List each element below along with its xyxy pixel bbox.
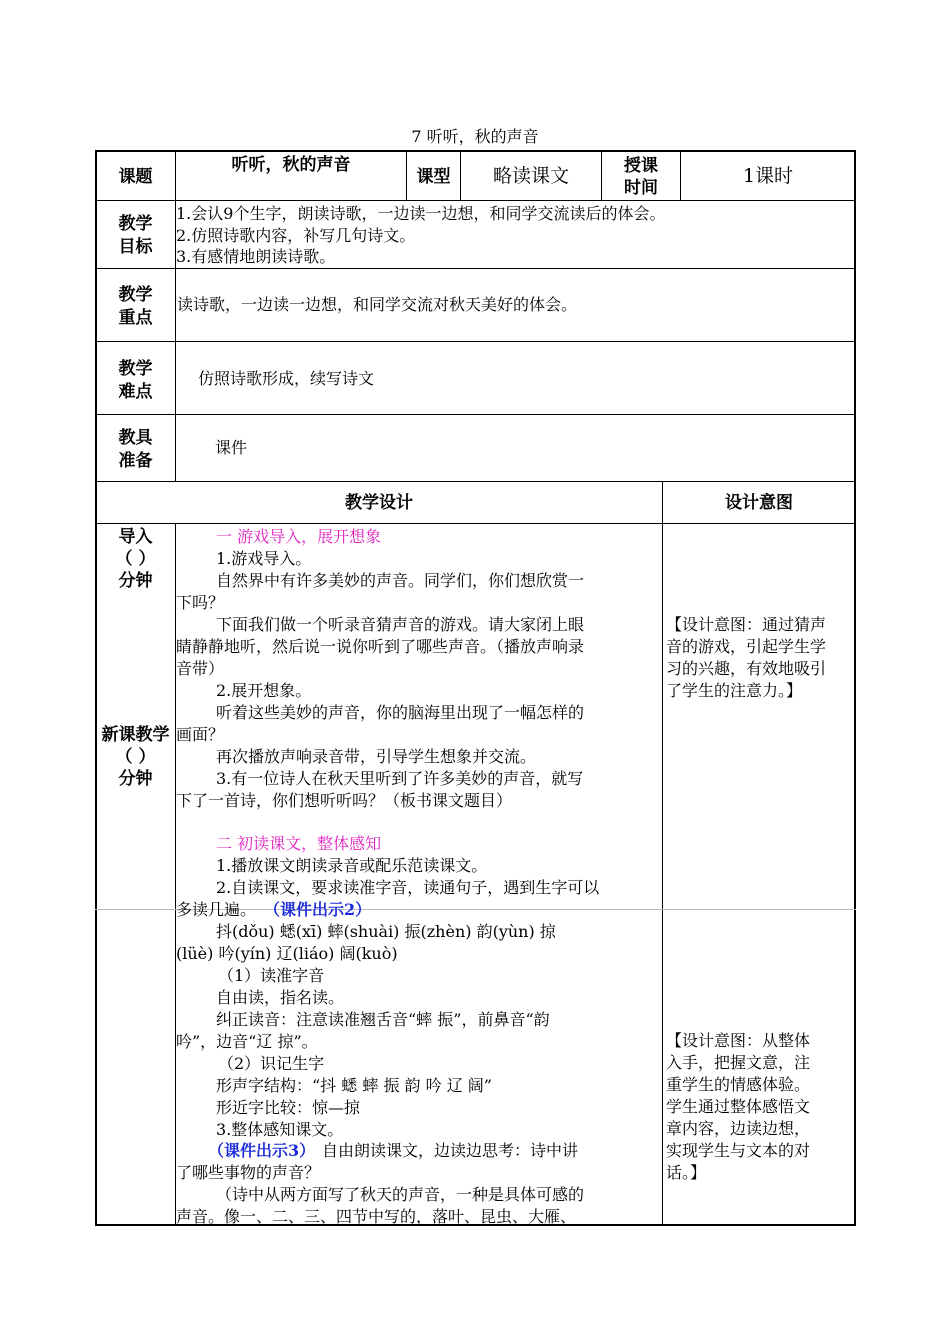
intro-label: 导入 <box>118 527 153 547</box>
intent-line: 重学生的情感体验。 <box>666 1075 811 1094</box>
paragraph: 听着这些美妙的声音，你的脑海里出现了一幅怎样的 <box>216 703 585 722</box>
row-divider <box>95 200 856 201</box>
paragraph: 吟”，边音“辽 掠”。 <box>176 1032 318 1051</box>
goals-label-1: 教学 <box>118 214 153 234</box>
goal-item: 1.会认9个生字，朗读诗歌，一边读一边想，和同学交流读后的体会。 <box>176 204 666 223</box>
row-divider <box>95 414 856 415</box>
paragraph: 下面我们做一个听录音猜声音的游戏。请大家闭上眼 <box>216 615 585 634</box>
intent-line: 章内容，边读边想， <box>666 1119 811 1138</box>
new-lesson-label: 新课教学 <box>101 725 170 745</box>
paragraph: 睛静静地听，然后说一说你听到了哪些声音。（播放声响录 <box>176 637 585 656</box>
goal-item: 3.有感情地朗读诗歌。 <box>176 247 336 266</box>
focus-label-1: 教学 <box>118 285 153 305</box>
type-label: 课型 <box>416 167 451 187</box>
paragraph: 下了一首诗，你们想听听吗？（板书课文题目） <box>176 791 513 810</box>
intent-line: 了学生的注意力。】 <box>666 681 803 700</box>
new-lesson-minutes-blank: （ ） <box>115 747 156 767</box>
courseware-tag: （课件出示2） <box>264 900 372 919</box>
pinyin-line: 抖(dǒu) 蟋(xī) 蟀(shuài) 振(zhèn) 韵(yùn) 掠 <box>216 922 556 941</box>
difficulty-label-2: 难点 <box>118 382 153 402</box>
paragraph: 3.整体感知课文。 <box>216 1120 344 1139</box>
col-divider <box>175 523 176 1226</box>
paragraph: 形声字结构：“抖 蟋 蟀 振 韵 吟 辽 阔” <box>216 1076 492 1095</box>
tools-label-1: 教具 <box>118 428 153 448</box>
difficulty-text: 仿照诗歌形成，续写诗文 <box>198 369 375 388</box>
intent-line: 【设计意图：通过猜声 <box>666 615 827 634</box>
paragraph: 纠正读音：注意读准翘舌音“蟀 振”，前鼻音“韵 <box>216 1010 550 1029</box>
intent-line: 习的兴趣，有效地吸引 <box>666 659 827 678</box>
paragraph: 1.播放课文朗读录音或配乐范读课文。 <box>216 856 488 875</box>
pinyin-line: (lüè) 吟(yín) 辽(liáo) 阔(kuò) <box>176 944 398 963</box>
section-2-title: 二 初读课文，整体感知 <box>216 834 382 853</box>
row-divider <box>95 268 856 269</box>
focus-text: 读诗歌，一边读一边想，和同学交流对秋天美好的体会。 <box>177 295 578 314</box>
new-lesson-minutes-label: 分钟 <box>118 769 153 789</box>
intent-line: 话。】 <box>666 1163 707 1182</box>
paragraph: 下吗？ <box>176 593 225 612</box>
intent-line: 入手，把握文意，注 <box>666 1053 811 1072</box>
paragraph: （诗中从两方面写了秋天的声音，一种是具体可感的 <box>216 1185 585 1204</box>
courseware-tag: （课件出示3） <box>208 1141 316 1160</box>
paragraph: 音带） <box>176 659 225 678</box>
topic-value: 听听，秋的声音 <box>231 155 351 175</box>
focus-label-2: 重点 <box>118 308 153 328</box>
paragraph: 2.自读课文，要求读准字音，读通句子，遇到生字可以 <box>216 878 600 897</box>
row-divider <box>95 341 856 342</box>
time-value: 1课时 <box>742 165 794 187</box>
paragraph: 声音。像一、二、三、四节中写的，落叶、昆虫、大雁、 <box>176 1207 577 1226</box>
row-divider <box>95 523 856 524</box>
design-header: 教学设计 <box>345 493 413 513</box>
intro-minutes-blank: （ ） <box>115 549 156 569</box>
intent-header: 设计意图 <box>725 493 793 513</box>
type-value: 略读课文 <box>492 165 569 187</box>
paragraph: 自由读，指名读。 <box>216 988 345 1007</box>
topic-label: 课题 <box>118 167 153 187</box>
goal-item: 2.仿照诗歌内容，补写几句诗文。 <box>176 226 416 245</box>
paragraph: 1.游戏导入。 <box>216 549 312 568</box>
paragraph: 自然界中有许多美妙的声音。同学们，你们想欣赏一 <box>216 571 585 590</box>
tools-label-2: 准备 <box>118 451 153 471</box>
intent-line: 实现学生与文本的对 <box>666 1141 811 1160</box>
section-1-title: 一 游戏导入，展开想象 <box>216 527 382 546</box>
paragraph: （1）读准字音 <box>218 966 325 985</box>
paragraph: 自由朗读课文，边读边思考：诗中讲 <box>322 1141 579 1160</box>
time-label-2: 时间 <box>624 178 658 198</box>
paragraph: 形近字比较：惊—掠 <box>216 1098 361 1117</box>
intent-line: 学生通过整体感悟文 <box>666 1097 811 1116</box>
intro-minutes-label: 分钟 <box>118 571 153 591</box>
intent-line: 音的游戏，引起学生学 <box>666 637 827 656</box>
col-divider <box>662 481 663 1226</box>
difficulty-label-1: 教学 <box>118 359 153 379</box>
paragraph: （2）识记生字 <box>218 1054 325 1073</box>
paragraph: 了哪些事物的声音？ <box>176 1163 321 1182</box>
paragraph: 多读几遍。 <box>176 900 257 919</box>
goals-label-2: 目标 <box>118 237 153 257</box>
paragraph: 2.展开想象。 <box>216 681 312 700</box>
col-divider <box>175 150 176 481</box>
tools-text: 课件 <box>215 438 248 457</box>
document-title: 7 听听，秋的声音 <box>411 127 539 146</box>
time-label-1: 授课 <box>624 156 658 176</box>
paragraph: 画面？ <box>176 725 225 744</box>
paragraph: 再次播放声响录音带，引导学生想象并交流。 <box>216 747 537 766</box>
paragraph: 3.有一位诗人在秋天里听到了许多美妙的声音，就写 <box>216 769 584 788</box>
row-divider <box>95 481 856 482</box>
intent-line: 【设计意图：从整体 <box>666 1031 811 1050</box>
